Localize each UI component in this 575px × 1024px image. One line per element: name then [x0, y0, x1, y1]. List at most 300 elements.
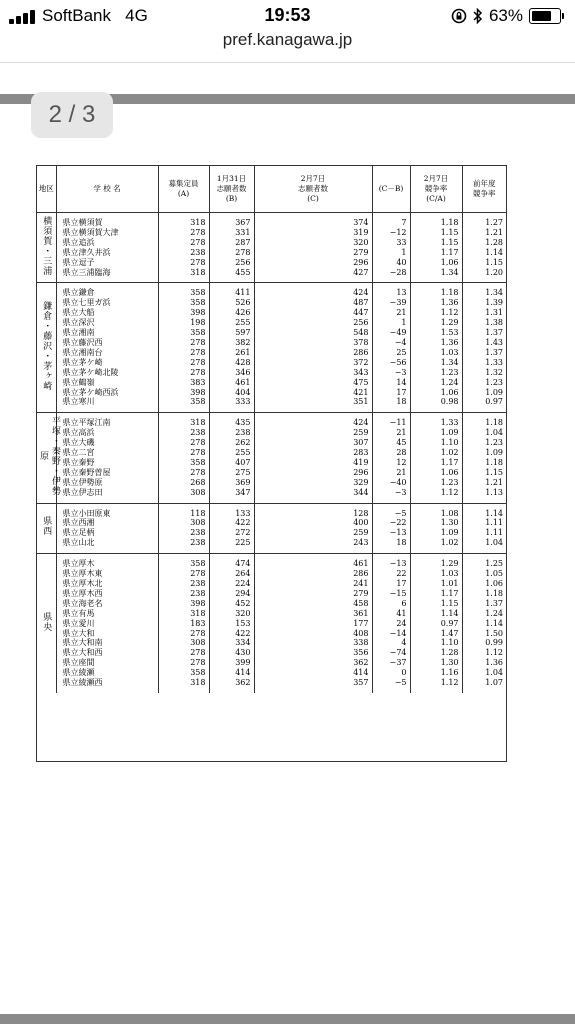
- capacity: 118: [158, 503, 209, 518]
- feb7-applicants: 424: [254, 283, 372, 298]
- school-name: 県立秦野曽屋: [56, 468, 158, 478]
- feb7-ratio: 1.53: [410, 328, 462, 338]
- feb7-applicants: 243: [254, 538, 372, 553]
- prev-ratio: 1.32: [462, 368, 506, 378]
- difference: 41: [372, 609, 410, 619]
- feb7-ratio: 1.28: [410, 648, 462, 658]
- capacity: 308: [158, 488, 209, 503]
- prev-ratio: 1.20: [462, 268, 506, 283]
- jan31-applicants: 261: [209, 348, 254, 358]
- jan31-applicants: 262: [209, 438, 254, 448]
- region-cell: [37, 283, 56, 413]
- feb7-ratio: 1.30: [410, 658, 462, 668]
- feb7-applicants: 374: [254, 213, 372, 228]
- jan31-applicants: 294: [209, 589, 254, 599]
- school-name: 県立湘南台: [56, 348, 158, 358]
- feb7-ratio: 1.02: [410, 538, 462, 553]
- difference: −13: [372, 554, 410, 569]
- region-cell: [37, 554, 56, 693]
- capacity: 183: [158, 619, 209, 629]
- page-indicator: 2 / 3: [31, 92, 113, 138]
- feb7-ratio: 0.98: [410, 397, 462, 412]
- capacity: 398: [158, 388, 209, 398]
- prev-ratio: 1.21: [462, 228, 506, 238]
- jan31-applicants: 369: [209, 478, 254, 488]
- capacity: 358: [158, 554, 209, 569]
- feb7-applicants: 320: [254, 238, 372, 248]
- feb7-ratio: 1.15: [410, 238, 462, 248]
- table-row: [37, 638, 506, 648]
- capacity: 238: [158, 538, 209, 553]
- region-label: 県央: [41, 611, 52, 632]
- feb7-ratio: 1.06: [410, 388, 462, 398]
- feb7-ratio: 1.47: [410, 629, 462, 639]
- school-name: 県立高浜: [56, 428, 158, 438]
- feb7-applicants: 241: [254, 579, 372, 589]
- feb7-ratio: 1.06: [410, 468, 462, 478]
- prev-ratio: 1.21: [462, 478, 506, 488]
- jan31-applicants: 367: [209, 213, 254, 228]
- difference: 33: [372, 238, 410, 248]
- table-row: [37, 397, 506, 412]
- feb7-applicants: 259: [254, 528, 372, 538]
- table-row: [37, 619, 506, 629]
- feb7-ratio: 1.12: [410, 488, 462, 503]
- document-viewer-bottom-edge: [0, 1014, 575, 1024]
- school-name: 県立山北: [56, 538, 158, 553]
- difference: −49: [372, 328, 410, 338]
- table-row: [37, 579, 506, 589]
- school-name: 県立厚木西: [56, 589, 158, 599]
- region-label: 県西: [41, 516, 52, 537]
- capacity: 358: [158, 458, 209, 468]
- status-bar: [0, 0, 575, 32]
- table-row: [37, 318, 506, 328]
- difference: 1: [372, 248, 410, 258]
- feb7-applicants: 400: [254, 518, 372, 528]
- table-row: [37, 609, 506, 619]
- capacity: 278: [158, 238, 209, 248]
- prev-ratio: 1.37: [462, 599, 506, 609]
- table-row: [37, 228, 506, 238]
- school-name: 県立逗子: [56, 258, 158, 268]
- school-name: 県立二宮: [56, 448, 158, 458]
- table-row: [37, 478, 506, 488]
- prev-ratio: 1.37: [462, 348, 506, 358]
- table-row: [37, 648, 506, 658]
- feb7-ratio: 1.01: [410, 579, 462, 589]
- jan31-applicants: 426: [209, 308, 254, 318]
- school-name: 県立厚木: [56, 554, 158, 569]
- school-name: 県立伊勢原: [56, 478, 158, 488]
- feb7-ratio: 1.15: [410, 599, 462, 609]
- difference: 21: [372, 428, 410, 438]
- feb7-applicants: 408: [254, 629, 372, 639]
- capacity: 278: [158, 648, 209, 658]
- capacity: 278: [158, 258, 209, 268]
- prev-ratio: 1.33: [462, 358, 506, 368]
- jan31-applicants: 224: [209, 579, 254, 589]
- capacity: 358: [158, 668, 209, 678]
- capacity: 278: [158, 368, 209, 378]
- capacity: 278: [158, 448, 209, 458]
- difference: 28: [372, 448, 410, 458]
- feb7-applicants: 329: [254, 478, 372, 488]
- header-region: 地区: [37, 166, 56, 213]
- table-row: [37, 448, 506, 458]
- feb7-applicants: 283: [254, 448, 372, 458]
- jan31-applicants: 414: [209, 668, 254, 678]
- difference: 24: [372, 619, 410, 629]
- region-label: 鎌倉・藤沢・茅ヶ崎: [41, 300, 52, 391]
- capacity: 198: [158, 318, 209, 328]
- table-row: [37, 428, 506, 438]
- difference: −5: [372, 503, 410, 518]
- table-row: [37, 328, 506, 338]
- school-name: 県立追浜: [56, 238, 158, 248]
- feb7-ratio: 1.36: [410, 338, 462, 348]
- prev-ratio: 1.27: [462, 213, 506, 228]
- difference: 21: [372, 468, 410, 478]
- prev-ratio: 1.15: [462, 258, 506, 268]
- difference: 18: [372, 397, 410, 412]
- capacity: 268: [158, 478, 209, 488]
- feb7-applicants: 128: [254, 503, 372, 518]
- jan31-applicants: 452: [209, 599, 254, 609]
- school-name: 県立厚木北: [56, 579, 158, 589]
- jan31-applicants: 225: [209, 538, 254, 553]
- feb7-ratio: 1.24: [410, 378, 462, 388]
- header-feb7-ratio: 2月7日 競争率 (C/A): [410, 166, 462, 213]
- difference: 21: [372, 308, 410, 318]
- table-row: [37, 388, 506, 398]
- feb7-applicants: 338: [254, 638, 372, 648]
- prev-ratio: 0.97: [462, 397, 506, 412]
- feb7-applicants: 475: [254, 378, 372, 388]
- jan31-applicants: 474: [209, 554, 254, 569]
- prev-ratio: 1.09: [462, 448, 506, 458]
- feb7-applicants: 427: [254, 268, 372, 283]
- prev-ratio: 1.05: [462, 569, 506, 579]
- difference: 17: [372, 388, 410, 398]
- school-name: 県立大和: [56, 629, 158, 639]
- table-row: [37, 599, 506, 609]
- prev-ratio: 1.18: [462, 458, 506, 468]
- table-row: [37, 503, 506, 518]
- feb7-ratio: 1.30: [410, 518, 462, 528]
- school-name: 県立伊志田: [56, 488, 158, 503]
- feb7-ratio: 1.08: [410, 503, 462, 518]
- feb7-ratio: 1.36: [410, 298, 462, 308]
- capacity: 358: [158, 283, 209, 298]
- table-row: [37, 678, 506, 693]
- prev-ratio: 1.09: [462, 388, 506, 398]
- feb7-ratio: 1.29: [410, 318, 462, 328]
- table-row: [37, 488, 506, 503]
- school-name: 県立横須賀大津: [56, 228, 158, 238]
- jan31-applicants: 362: [209, 678, 254, 693]
- feb7-ratio: 1.03: [410, 569, 462, 579]
- difference: −37: [372, 658, 410, 668]
- table-row: [37, 283, 506, 298]
- table-row: [37, 569, 506, 579]
- jan31-applicants: 399: [209, 658, 254, 668]
- difference: 12: [372, 458, 410, 468]
- school-name: 県立深沢: [56, 318, 158, 328]
- header-divider: [0, 62, 575, 63]
- feb7-ratio: 1.09: [410, 528, 462, 538]
- feb7-ratio: 1.34: [410, 268, 462, 283]
- feb7-applicants: 256: [254, 318, 372, 328]
- feb7-applicants: 361: [254, 609, 372, 619]
- difference: −12: [372, 228, 410, 238]
- feb7-applicants: 447: [254, 308, 372, 318]
- capacity: 318: [158, 678, 209, 693]
- feb7-applicants: 351: [254, 397, 372, 412]
- region-cell: [37, 413, 60, 503]
- battery-icon: [529, 8, 561, 24]
- feb7-applicants: 461: [254, 554, 372, 569]
- difference: −28: [372, 268, 410, 283]
- difference: −56: [372, 358, 410, 368]
- prev-ratio: 1.28: [462, 238, 506, 248]
- difference: −4: [372, 338, 410, 348]
- difference: 6: [372, 599, 410, 609]
- prev-ratio: 1.13: [462, 488, 506, 503]
- jan31-applicants: 238: [209, 428, 254, 438]
- feb7-applicants: 286: [254, 569, 372, 579]
- school-name: 県立湘南: [56, 328, 158, 338]
- school-name: 県立綾瀬西: [56, 678, 158, 693]
- school-name: 県立津久井浜: [56, 248, 158, 258]
- prev-ratio: 1.23: [462, 438, 506, 448]
- feb7-ratio: 1.17: [410, 458, 462, 468]
- feb7-ratio: 1.06: [410, 258, 462, 268]
- school-name: 県立西湘: [56, 518, 158, 528]
- prev-ratio: 1.31: [462, 308, 506, 318]
- school-name: 県立茅ケ崎西浜: [56, 388, 158, 398]
- capacity: 358: [158, 298, 209, 308]
- difference: −5: [372, 678, 410, 693]
- prev-ratio: 1.04: [462, 668, 506, 678]
- prev-ratio: 1.14: [462, 248, 506, 258]
- table-row: [37, 298, 506, 308]
- prev-ratio: 0.99: [462, 638, 506, 648]
- jan31-applicants: 275: [209, 468, 254, 478]
- feb7-applicants: 296: [254, 258, 372, 268]
- school-name: 県立厚木東: [56, 569, 158, 579]
- region-cell: [37, 503, 56, 554]
- school-name: 県立座間: [56, 658, 158, 668]
- difference: −3: [372, 368, 410, 378]
- capacity: 238: [158, 589, 209, 599]
- table-row: [37, 668, 506, 678]
- difference: 1: [372, 318, 410, 328]
- difference: −14: [372, 629, 410, 639]
- prev-ratio: 1.15: [462, 468, 506, 478]
- jan31-applicants: 461: [209, 378, 254, 388]
- jan31-applicants: 455: [209, 268, 254, 283]
- feb7-ratio: 1.33: [410, 413, 462, 428]
- school-name: 県立愛川: [56, 619, 158, 629]
- feb7-ratio: 1.23: [410, 478, 462, 488]
- capacity: 318: [158, 268, 209, 283]
- table-row: [37, 458, 506, 468]
- region-label: 横須賀・三浦: [41, 215, 52, 276]
- jan31-applicants: 382: [209, 338, 254, 348]
- prev-ratio: 1.06: [462, 579, 506, 589]
- school-name: 県立茅ケ崎: [56, 358, 158, 368]
- school-name: 県立藤沢西: [56, 338, 158, 348]
- prev-ratio: 1.36: [462, 658, 506, 668]
- feb7-ratio: 1.18: [410, 213, 462, 228]
- feb7-ratio: 1.12: [410, 678, 462, 693]
- jan31-applicants: 404: [209, 388, 254, 398]
- feb7-ratio: 1.29: [410, 554, 462, 569]
- table-row: [37, 629, 506, 639]
- difference: −15: [372, 589, 410, 599]
- feb7-ratio: 0.97: [410, 619, 462, 629]
- feb7-applicants: 421: [254, 388, 372, 398]
- capacity: 238: [158, 528, 209, 538]
- region-cell: [37, 213, 56, 283]
- prev-ratio: 1.11: [462, 518, 506, 528]
- prev-ratio: 1.18: [462, 413, 506, 428]
- school-name: 県立大和西: [56, 648, 158, 658]
- feb7-ratio: 1.10: [410, 638, 462, 648]
- difference: −13: [372, 528, 410, 538]
- capacity: 398: [158, 308, 209, 318]
- school-name: 県立大和南: [56, 638, 158, 648]
- table-row: [37, 658, 506, 668]
- school-name: 県立鶴嶺: [56, 378, 158, 388]
- feb7-applicants: 424: [254, 413, 372, 428]
- feb7-applicants: 414: [254, 668, 372, 678]
- prev-ratio: 1.24: [462, 609, 506, 619]
- jan31-applicants: 255: [209, 448, 254, 458]
- network-type: 4G: [125, 6, 148, 25]
- prev-ratio: 1.14: [462, 503, 506, 518]
- feb7-applicants: 307: [254, 438, 372, 448]
- feb7-applicants: 378: [254, 338, 372, 348]
- difference: 25: [372, 348, 410, 358]
- feb7-ratio: 1.16: [410, 668, 462, 678]
- prev-ratio: 1.07: [462, 678, 506, 693]
- table-row: [37, 308, 506, 318]
- capacity: 318: [158, 413, 209, 428]
- capacity: 238: [158, 248, 209, 258]
- prev-ratio: 1.38: [462, 318, 506, 328]
- feb7-ratio: 1.17: [410, 248, 462, 258]
- table-row: [37, 238, 506, 248]
- region-label: 平塚・秦野・伊勢原: [38, 415, 60, 496]
- capacity: 278: [158, 569, 209, 579]
- header-jan31-applicants: 1月31日 志願者数 (B): [209, 166, 254, 213]
- table-row: [37, 358, 506, 368]
- table-row: [37, 268, 506, 283]
- school-name: 県立大磯: [56, 438, 158, 448]
- capacity: 238: [158, 579, 209, 589]
- prev-ratio: 1.43: [462, 338, 506, 348]
- capacity: 278: [158, 358, 209, 368]
- difference: 40: [372, 258, 410, 268]
- jan31-applicants: 435: [209, 413, 254, 428]
- difference: −74: [372, 648, 410, 658]
- table-row: [37, 518, 506, 528]
- difference: −11: [372, 413, 410, 428]
- school-name: 県立海老名: [56, 599, 158, 609]
- jan31-applicants: 430: [209, 648, 254, 658]
- table-row: [37, 258, 506, 268]
- prev-ratio: 1.04: [462, 538, 506, 553]
- feb7-ratio: 1.12: [410, 308, 462, 318]
- difference: 17: [372, 579, 410, 589]
- feb7-applicants: 372: [254, 358, 372, 368]
- feb7-applicants: 259: [254, 428, 372, 438]
- school-name: 県立大船: [56, 308, 158, 318]
- school-name: 県立七里ガ浜: [56, 298, 158, 308]
- prev-ratio: 1.14: [462, 619, 506, 629]
- feb7-ratio: 1.02: [410, 448, 462, 458]
- jan31-applicants: 407: [209, 458, 254, 468]
- jan31-applicants: 597: [209, 328, 254, 338]
- capacity: 398: [158, 599, 209, 609]
- url-bar[interactable]: pref.kanagawa.jp: [222, 30, 353, 49]
- capacity: 278: [158, 468, 209, 478]
- feb7-applicants: 419: [254, 458, 372, 468]
- jan31-applicants: 422: [209, 629, 254, 639]
- battery-percent: 63%: [488, 6, 523, 25]
- table-row: [37, 378, 506, 388]
- clock: 19:53: [264, 5, 311, 25]
- table-row: [37, 554, 506, 569]
- jan31-applicants: 278: [209, 248, 254, 258]
- capacity: 358: [158, 397, 209, 412]
- feb7-applicants: 279: [254, 589, 372, 599]
- table-row: [37, 213, 506, 228]
- school-name: 県立茅ケ崎北陵: [56, 368, 158, 378]
- feb7-applicants: 343: [254, 368, 372, 378]
- jan31-applicants: 320: [209, 609, 254, 619]
- table-row: [37, 589, 506, 599]
- school-name: 県立足柄: [56, 528, 158, 538]
- school-name: 県立綾瀬: [56, 668, 158, 678]
- capacity: 278: [158, 438, 209, 448]
- jan31-applicants: 422: [209, 518, 254, 528]
- feb7-ratio: 1.09: [410, 428, 462, 438]
- feb7-ratio: 1.17: [410, 589, 462, 599]
- difference: 7: [372, 213, 410, 228]
- document-page: [36, 165, 507, 762]
- school-name: 県立有馬: [56, 609, 158, 619]
- difference: 13: [372, 283, 410, 298]
- jan31-applicants: 411: [209, 283, 254, 298]
- capacity: 308: [158, 518, 209, 528]
- school-name: 県立鎌倉: [56, 283, 158, 298]
- table-row: [37, 528, 506, 538]
- jan31-applicants: 346: [209, 368, 254, 378]
- capacity: 278: [158, 338, 209, 348]
- table-row: [37, 468, 506, 478]
- difference: −3: [372, 488, 410, 503]
- header-difference: (C－B): [372, 166, 410, 213]
- table-row: [37, 538, 506, 553]
- carrier-label: SoftBank 4G: [42, 6, 148, 25]
- jan31-applicants: 272: [209, 528, 254, 538]
- capacity: 318: [158, 213, 209, 228]
- prev-ratio: 1.50: [462, 629, 506, 639]
- header-capacity: 募集定員 (A): [158, 166, 209, 213]
